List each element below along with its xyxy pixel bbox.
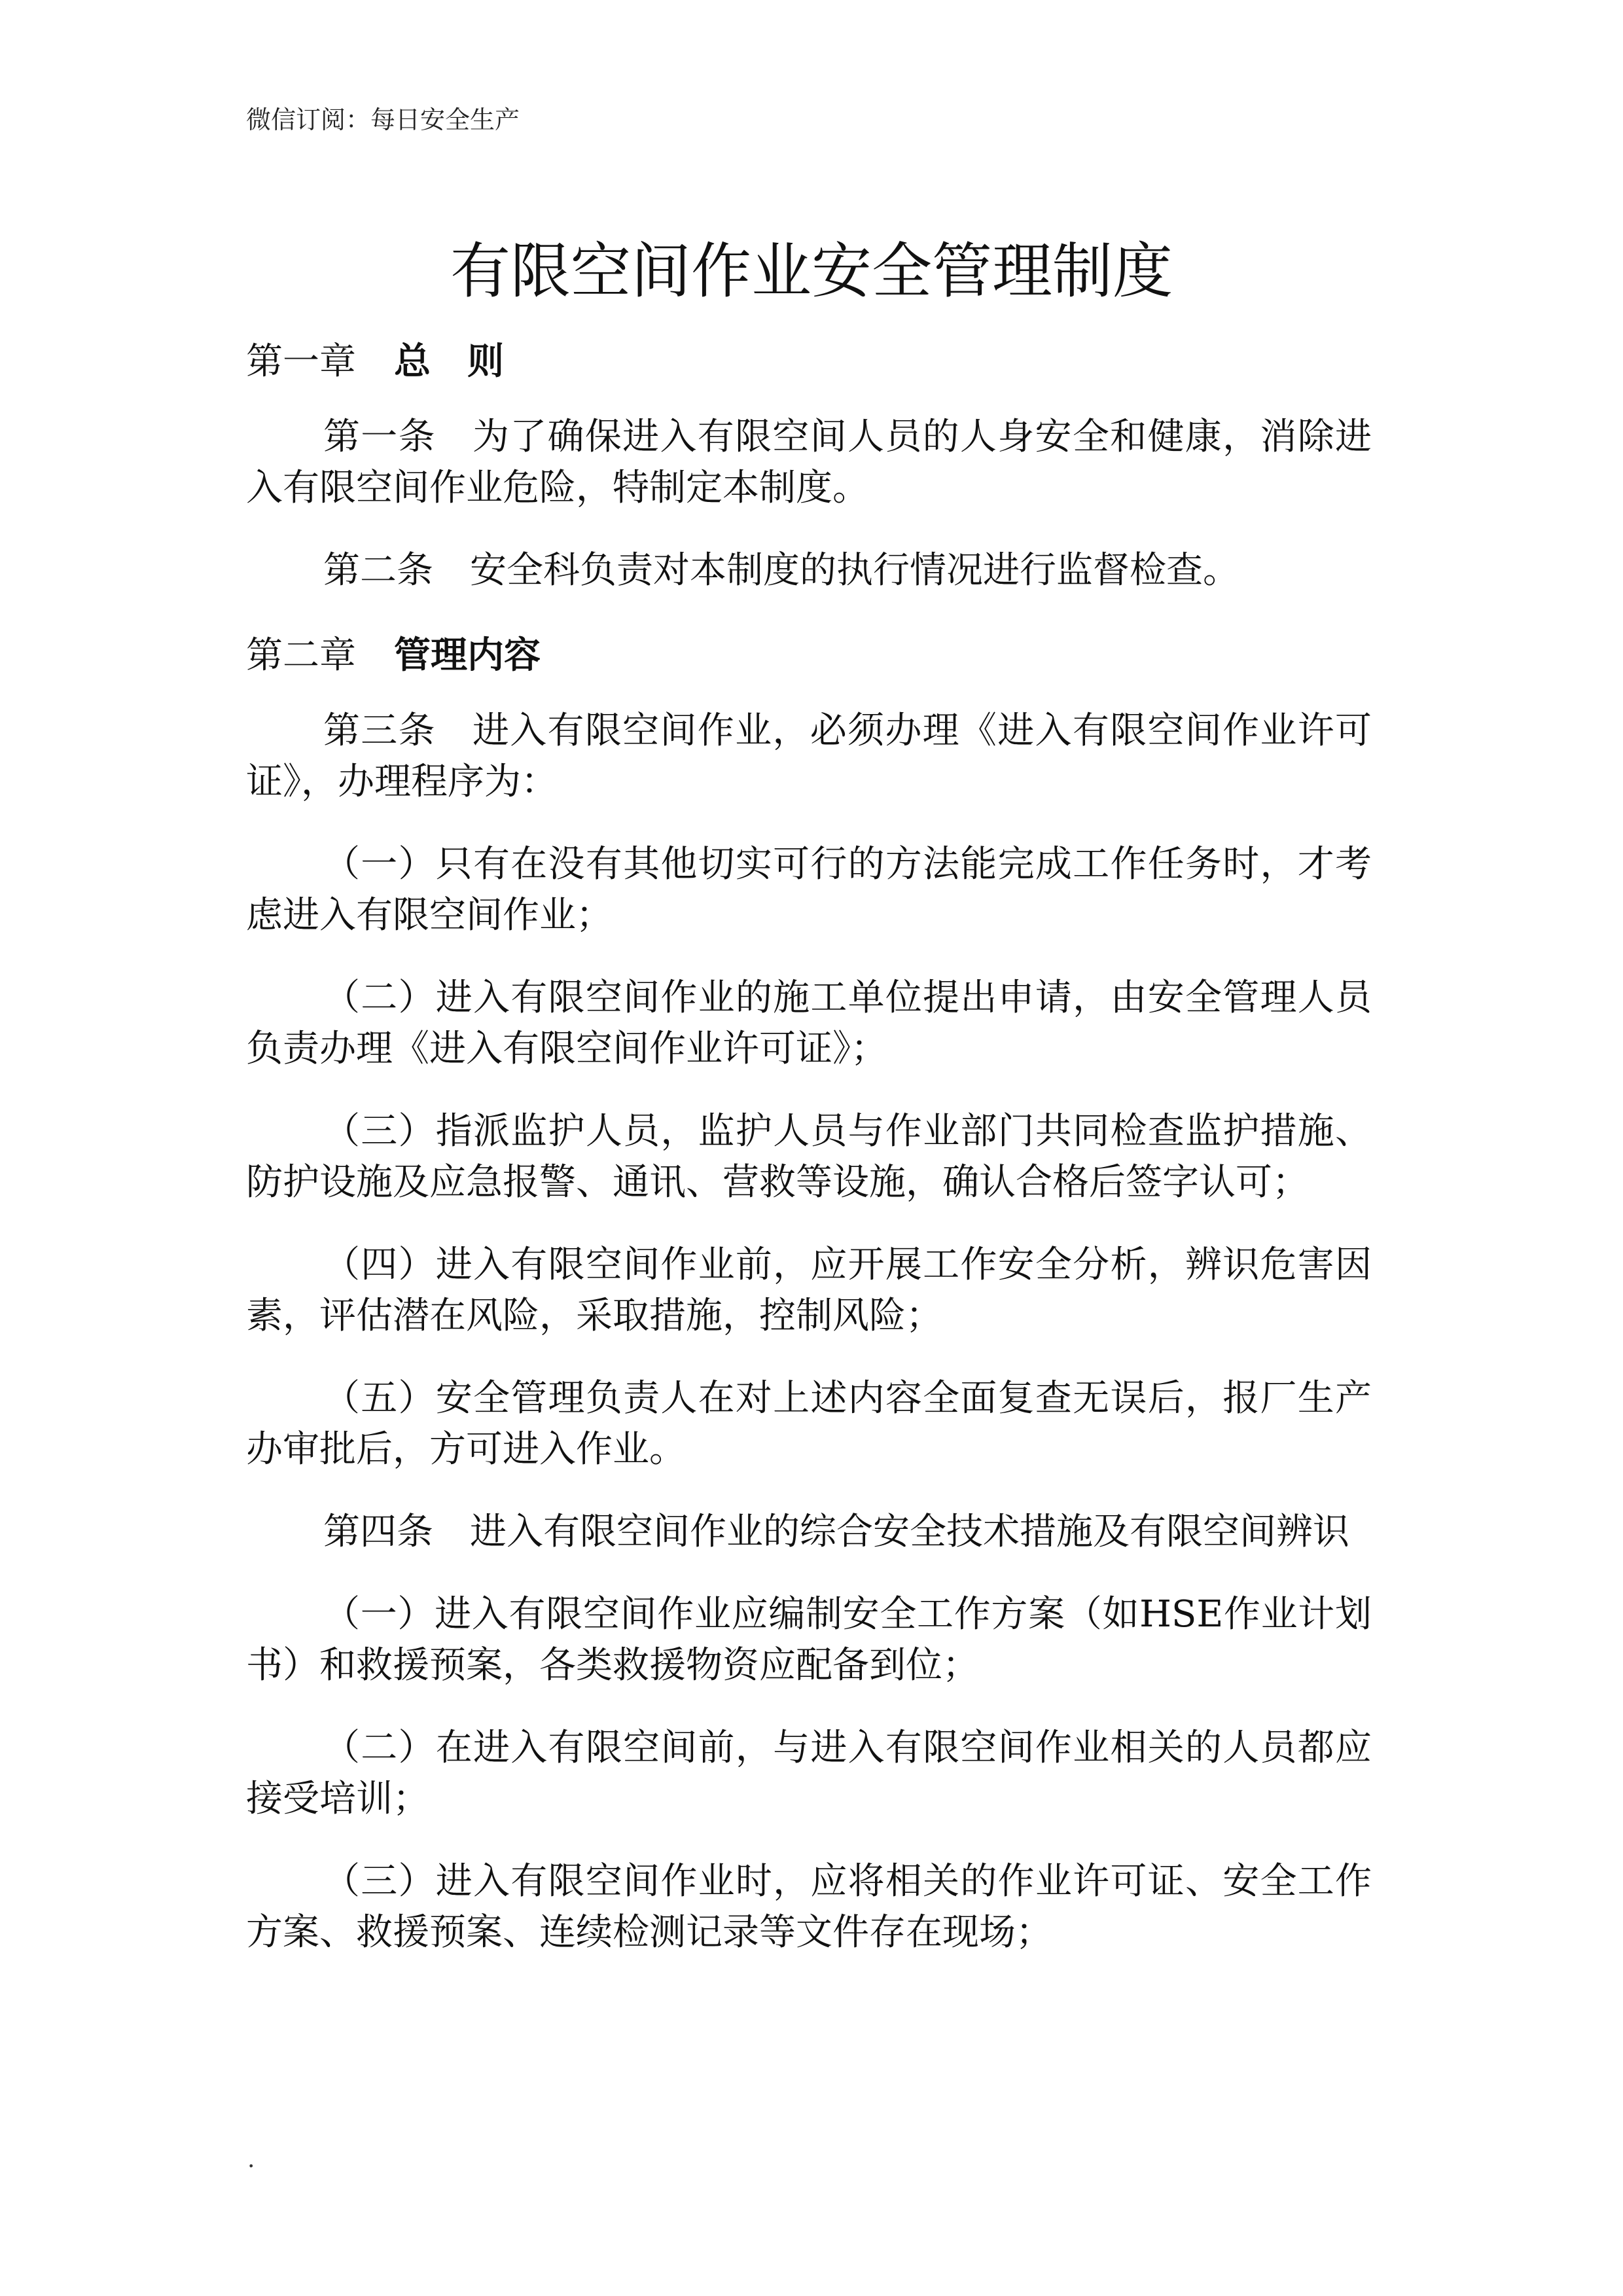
article-text: 安全科负责对本制度的执行情况进行监督检查。 bbox=[470, 549, 1240, 592]
chapter-heading bbox=[246, 334, 1372, 389]
list-item: （五）安全管理负责人在对上述内容全面复查无误后，报厂生产办审批后，方可进入作业。 bbox=[246, 1377, 1372, 1471]
chapter-number: 第二章 bbox=[246, 634, 356, 677]
article-number: 第一条 bbox=[323, 416, 436, 458]
list-item: （二）进入有限空间作业的施工单位提出申请，由安全管理人员负责办理《进入有限空间作业许可证》； bbox=[246, 977, 1372, 1070]
list-item: （三）进入有限空间作业时，应将相关的作业许可证、安全工作方案、救援预案、连续检测记录等文件存在现场； bbox=[246, 1860, 1372, 1954]
article-text: 进入有限空间作业，必须办理《进入有限空间作业许可证》，办理程序为： bbox=[246, 709, 1372, 803]
document-body bbox=[246, 334, 1372, 1990]
list-item: （四）进入有限空间作业前，应开展工作安全分析，辨识危害因素，评估潜在风险，采取措施，控制风险； bbox=[246, 1244, 1372, 1337]
article-paragraph bbox=[246, 1507, 1372, 1558]
article-text: 进入有限空间作业的综合安全技术措施及有限空间辨识 bbox=[470, 1511, 1349, 1553]
list-item: （三）指派监护人员，监护人员与作业部门共同检查监护措施、防护设施及应急报警、通讯、营救等设施，确认合格后签字认可； bbox=[246, 1110, 1372, 1204]
article-paragraph bbox=[246, 545, 1372, 596]
chapter-name: 总 则 bbox=[394, 340, 504, 383]
article-number: 第三条 bbox=[323, 709, 436, 752]
list-item: （一）只有在没有其他切实可行的方法能完成工作任务时，才考虑进入有限空间作业； bbox=[246, 843, 1372, 937]
list-item: （一）进入有限空间作业应编制安全工作方案（如HSE作业计划书）和救援预案，各类救援物资应配备到位； bbox=[246, 1593, 1372, 1687]
article-paragraph bbox=[246, 412, 1372, 514]
article-text: 为了确保进入有限空间人员的人身安全和健康，消除进入有限空间作业危险，特制定本制度。 bbox=[246, 416, 1372, 509]
list-item: （二）在进入有限空间前，与进入有限空间作业相关的人员都应接受培训； bbox=[246, 1727, 1372, 1820]
chapter-name: 管理内容 bbox=[394, 634, 541, 677]
article-paragraph bbox=[246, 706, 1372, 808]
chapter-number: 第一章 bbox=[246, 340, 356, 383]
subscription-note: 微信订阅：每日安全生产 bbox=[246, 105, 520, 134]
document-title: 有限空间作业安全管理制度 bbox=[450, 236, 1173, 306]
footer-mark: . bbox=[247, 2146, 255, 2173]
article-number: 第四条 bbox=[323, 1511, 433, 1553]
chapter-heading bbox=[246, 628, 1372, 683]
article-number: 第二条 bbox=[323, 549, 433, 592]
